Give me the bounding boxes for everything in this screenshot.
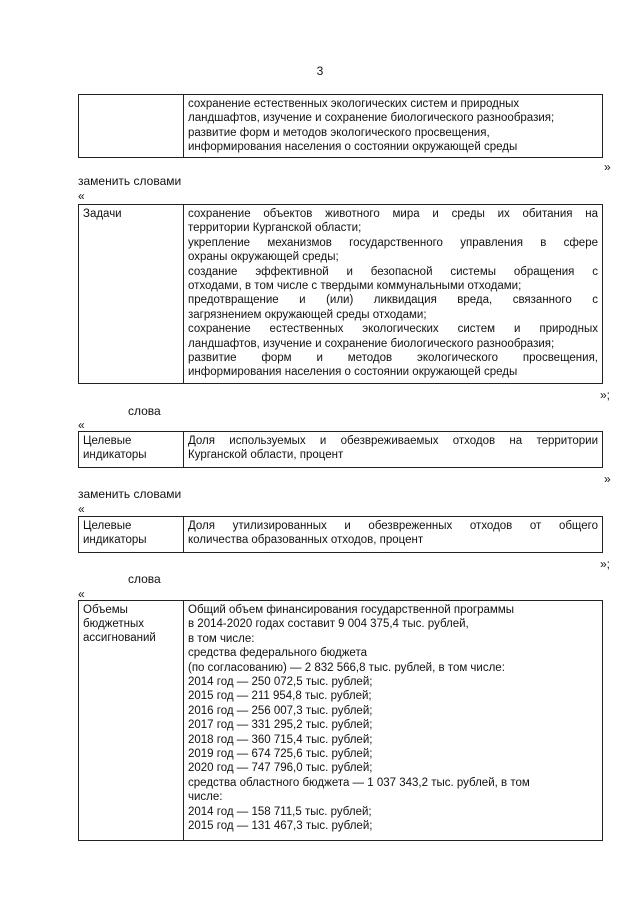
words-phrase: слова	[128, 404, 161, 418]
text-line: предотвращение и (или) ликвидация вреда, связанного с	[188, 294, 598, 307]
text-line: территории Курганской области;	[188, 222, 362, 235]
text-line: Доля используемых и обезвреживаемых отходов на территории	[188, 435, 598, 447]
table-right-cell	[184, 205, 602, 383]
table-continuation	[78, 94, 603, 158]
text-line: в 2014-2020 годах составит 9 004 375,4 тыс. рублей,	[188, 618, 469, 631]
table-right-cell	[184, 95, 602, 157]
table-left-cell: Объемы бюджетных ассигнований	[79, 601, 184, 840]
table-left-cell: Целевые индикаторы	[79, 517, 184, 552]
opening-quote: «	[78, 418, 85, 432]
table-indicators-old	[78, 431, 603, 468]
text-line: 2019 год — 674 725,6 тыс. рублей;	[188, 748, 373, 761]
text-line: сохранение естественных экологических систем и природных	[188, 323, 598, 336]
text-line: 2018 год — 360 715,4 тыс. рублей;	[188, 733, 373, 746]
text-line: числе:	[188, 791, 223, 804]
text-line: 2017 год — 331 295,2 тыс. рублей;	[188, 719, 373, 732]
text-line: средства областного бюджета — 1 037 343,2 тыс. рублей, в том	[188, 776, 530, 789]
text-line: средства федерального бюджета	[188, 647, 367, 660]
text-line: 2015 год — 211 954,8 тыс. рублей;	[188, 690, 372, 703]
text-line: ландшафтов, изучение и сохранение биологического разнообразия;	[188, 112, 555, 125]
table-indicators-new	[78, 516, 603, 553]
words-phrase: слова	[128, 572, 161, 586]
opening-quote: «	[78, 189, 85, 203]
text-line: развитие форм и методов экологического просвещения,	[188, 352, 598, 365]
text-line: в том числе:	[188, 632, 255, 645]
replace-phrase: заменить словами	[78, 487, 182, 501]
table-left-cell: Целевые индикаторы	[79, 432, 184, 467]
text-line: Курганской области, процент	[188, 449, 344, 462]
text-line: 2016 год — 256 007,3 тыс. рублей;	[188, 704, 373, 717]
text-line: Доля утилизированных и обезвреженных отходов от общего	[188, 520, 598, 532]
text-line: количества образованных отходов, процент	[188, 534, 424, 547]
text-line: охраны окружающей среды;	[188, 251, 339, 264]
text-line: загрязнением окружающей среды отходами;	[188, 308, 427, 321]
text-line: информирования населения о состоянии окружающей среды	[188, 366, 518, 379]
replace-phrase: заменить словами	[78, 174, 182, 188]
opening-quote: «	[78, 502, 85, 516]
closing-quote: »;	[600, 557, 611, 571]
text-line: (по согласованию) — 2 832 566,8 тыс. рублей, в том числе:	[188, 661, 505, 674]
text-line: Общий объем финансирования государственной программы	[188, 604, 514, 616]
closing-quote: »	[604, 472, 611, 486]
text-line: создание эффективной и безопасной системы обращения с	[188, 265, 598, 278]
page-number: 3	[316, 64, 324, 78]
table-right-cell	[184, 432, 602, 467]
text-line: сохранение естественных экологических систем и природных	[188, 98, 520, 110]
text-line: ландшафтов, изучение и сохранение биологического разнообразия;	[188, 337, 555, 350]
closing-quote: »	[604, 160, 611, 174]
text-line: развитие форм и методов экологического просвещения,	[188, 126, 490, 139]
text-line: 2014 год — 158 711,5 тыс. рублей;	[188, 805, 372, 818]
text-line: информирования населения о состоянии окружающей среды	[188, 141, 518, 154]
table-tasks	[78, 204, 603, 384]
text-line: сохранение объектов животного мира и среды их обитания на	[188, 208, 598, 220]
opening-quote: «	[78, 587, 85, 601]
table-left-cell: Задачи	[79, 205, 184, 383]
text-line: 2014 год — 250 072,5 тыс. рублей;	[188, 676, 373, 689]
table-budget	[78, 600, 603, 841]
text-line: отходами, в том числе с твердыми коммунальными отходами;	[188, 280, 522, 293]
text-line: 2015 год — 131 467,3 тыс. рублей;	[188, 820, 373, 833]
table-right-cell	[184, 601, 602, 840]
text-line: укрепление механизмов государственного управления в сфере	[188, 236, 598, 249]
text-line: 2020 год — 747 796,0 тыс. рублей;	[188, 762, 373, 775]
closing-quote: »;	[600, 388, 611, 402]
table-right-cell	[184, 517, 602, 552]
table-left-cell	[79, 95, 184, 157]
